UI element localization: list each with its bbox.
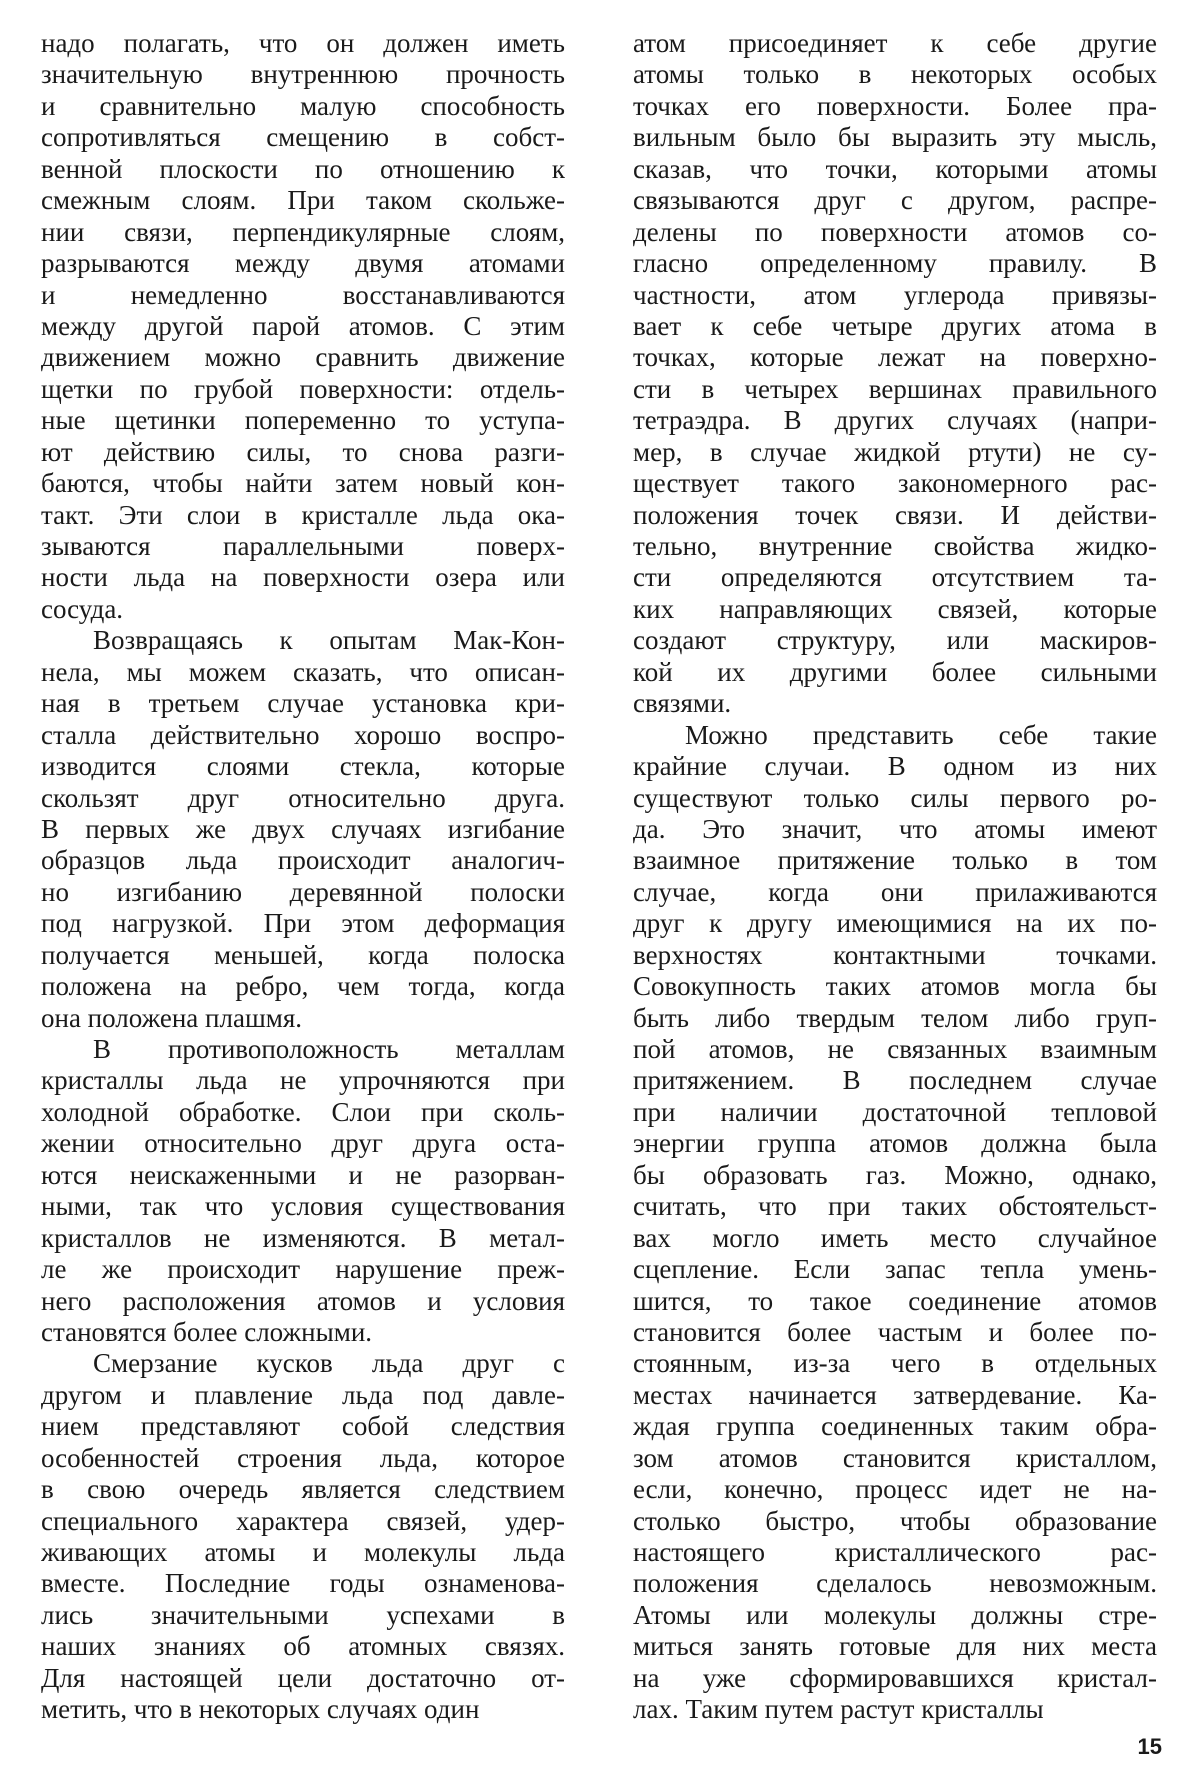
text-line: скользят друг относительно друга.: [41, 782, 565, 813]
text-line: точках, которые лежат на поверхно-: [633, 342, 1157, 373]
text-line: бы образовать газ. Можно, однако,: [633, 1159, 1157, 1190]
text-line: него расположения атомов и условия: [41, 1285, 565, 1316]
text-line: образцов льда происходит аналогич-: [41, 845, 565, 876]
text-line: ществует такого закономерного рас-: [633, 468, 1157, 499]
text-line: зом атомов становится кристаллом,: [633, 1442, 1157, 1473]
text-line: положения сделалось невозможным.: [633, 1568, 1157, 1599]
text-line: жении относительно друг друга оста-: [41, 1128, 565, 1159]
text-line: под нагрузкой. При этом деформация: [41, 908, 565, 939]
text-line: энергии группа атомов должна была: [633, 1128, 1157, 1159]
text-line: Для настоящей цели достаточно от-: [41, 1662, 565, 1693]
text-line: кой их другими более сильными: [633, 656, 1157, 687]
text-line: Совокупность таких атомов могла бы: [633, 971, 1157, 1002]
text-line: друг к другу имеющимися на их по-: [633, 908, 1157, 939]
text-line: нием представляют собой следствия: [41, 1411, 565, 1442]
text-line: другом и плавление льда под давле-: [41, 1379, 565, 1410]
text-line: настоящего кристаллического рас-: [633, 1537, 1157, 1567]
text-line: нела, мы можем сказать, что описан-: [41, 656, 565, 687]
text-line: значительную внутреннюю прочность: [41, 59, 565, 90]
text-line: взаимное притяжение только в том: [633, 845, 1157, 876]
text-line: получается меньшей, когда полоска: [41, 939, 565, 970]
text-line: но изгибанию деревянной полоски: [41, 876, 565, 907]
text-line: Атомы или молекулы должны стре-: [633, 1599, 1157, 1630]
text-line: связываются друг с другом, распре-: [633, 185, 1157, 216]
text-line: ле же происходит нарушение преж-: [41, 1254, 565, 1285]
text-line: крайние случаи. В одном из них: [633, 751, 1157, 782]
text-line: холодной обработке. Слои при сколь-: [41, 1096, 565, 1127]
text-line: в свою очередь является следствием: [41, 1474, 565, 1505]
text-line: лах. Таким путем растут кристаллы: [633, 1694, 1044, 1725]
text-line: живающих атомы и молекулы льда: [41, 1537, 565, 1567]
text-line: ких направляющих связей, которые: [633, 593, 1157, 624]
text-line: мер, в случае жидкой ртути) не су-: [633, 436, 1157, 467]
text-line: она положена плашмя.: [41, 1002, 302, 1033]
text-line: при наличии достаточной тепловой: [633, 1096, 1157, 1127]
text-line: и немедленно восстанавливаются: [41, 279, 565, 310]
text-line: считать, что при таких обстоятельст-: [633, 1191, 1157, 1222]
text-line: если, конечно, процесс идет не на-: [633, 1474, 1157, 1505]
text-line: столько быстро, чтобы образование: [633, 1505, 1157, 1536]
left-column: [41, 28, 565, 1726]
text-line: сопротивляться смещению в собст-: [41, 122, 565, 153]
text-line: баются, чтобы найти затем новый кон-: [41, 468, 565, 499]
text-line: движением можно сравнить движение: [41, 342, 565, 373]
text-line: специального характера связей, удер-: [41, 1505, 565, 1536]
text-line: особенностей строения льда, которое: [41, 1442, 565, 1473]
text-line: Возвращаясь к опытам Мак-Кон-: [93, 625, 565, 656]
text-line: ная в третьем случае установка кри-: [41, 688, 565, 719]
text-line: тельно, внутренние свойства жидко-: [633, 531, 1157, 561]
text-line: Можно представить себе такие: [685, 719, 1157, 750]
text-line: лись значительными успехами в: [41, 1599, 565, 1630]
text-line: ют действию силы, то снова разги-: [41, 436, 565, 467]
right-column: [633, 28, 1157, 1726]
text-line: делены по поверхности атомов со-: [633, 216, 1157, 247]
text-line: случае, когда они прилаживаются: [633, 876, 1157, 907]
text-line: сти в четырех вершинах правильного: [633, 373, 1157, 404]
text-line: положения точек связи. И действи-: [633, 499, 1157, 530]
text-line: положена на ребро, чем тогда, когда: [41, 971, 565, 1002]
text-line: точках его поверхности. Более пра-: [633, 90, 1157, 121]
text-line: такт. Эти слои в кристалле льда ока-: [41, 499, 565, 530]
page-number: 15: [1137, 1734, 1162, 1759]
text-line: между другой парой атомов. С этим: [41, 310, 565, 341]
text-line: становятся более сложными.: [41, 1316, 373, 1347]
text-line: шится, то такое соединение атомов: [633, 1285, 1157, 1316]
text-line: становится более частым и более по-: [633, 1316, 1157, 1347]
text-line: ждая группа соединенных таким обра-: [633, 1411, 1157, 1442]
text-line: сосуда.: [41, 593, 124, 624]
text-line: создают структуру, или маскиров-: [633, 625, 1157, 656]
text-line: стоянным, из-за чего в отдельных: [633, 1348, 1157, 1379]
text-line: надо полагать, что он должен иметь: [41, 28, 565, 58]
text-line: сталла действительно хорошо воспро-: [41, 719, 565, 750]
text-line: наших знаниях об атомных связях.: [41, 1631, 565, 1662]
text-line: ные щетинки попеременно то уступа-: [41, 405, 565, 436]
text-line: изводится слоями стекла, которые: [41, 751, 565, 782]
text-line: смежным слоям. При таком скольже-: [41, 185, 565, 216]
paragraph: [41, 625, 565, 1034]
text-line: вместе. Последние годы ознаменова-: [41, 1568, 565, 1599]
paragraph: [41, 28, 565, 625]
text-line: вильным было бы выразить эту мысль,: [633, 122, 1157, 153]
paragraph: [633, 720, 1157, 1726]
text-line: ными, так что условия существования: [41, 1191, 565, 1222]
text-line: В противоположность металлам: [93, 1034, 565, 1064]
text-line: гласно определенному правилу. В: [633, 248, 1157, 279]
text-line: кристаллов не изменяются. В метал-: [41, 1222, 565, 1253]
paragraph: [633, 28, 1157, 720]
text-line: щетки по грубой поверхности: отдель-: [41, 373, 565, 404]
text-line: В первых же двух случаях изгибание: [41, 813, 565, 844]
text-line: верхностях контактными точками.: [633, 939, 1157, 970]
text-line: сказав, что точки, которыми атомы: [633, 153, 1157, 184]
text-line: сцепление. Если запас тепла умень-: [633, 1254, 1157, 1285]
text-line: местах начинается затвердевание. Ка-: [633, 1379, 1157, 1410]
text-line: на уже сформировавшихся кристал-: [633, 1662, 1157, 1693]
text-line: притяжением. В последнем случае: [633, 1065, 1157, 1096]
text-line: Смерзание кусков льда друг с: [93, 1348, 565, 1379]
text-line: вах могло иметь место случайное: [633, 1222, 1157, 1253]
text-line: атом присоединяет к себе другие: [633, 28, 1157, 58]
text-line: атомы только в некоторых особых: [633, 59, 1157, 90]
text-line: сти определяются отсутствием та-: [633, 562, 1157, 593]
text-line: ются неискаженными и не разорван-: [41, 1159, 565, 1190]
text-line: вает к себе четыре других атома в: [633, 310, 1157, 341]
text-line: зываются параллельными поверх-: [41, 531, 565, 561]
text-line: существуют только силы первого ро-: [633, 782, 1157, 813]
text-line: кристаллы льда не упрочняются при: [41, 1065, 565, 1096]
text-line: пой атомов, не связанных взаимным: [633, 1034, 1157, 1064]
text-line: венной плоскости по отношению к: [41, 153, 565, 184]
text-line: да. Это значит, что атомы имеют: [633, 813, 1157, 844]
text-line: быть либо твердым телом либо груп-: [633, 1002, 1157, 1033]
text-line: связями.: [633, 688, 732, 719]
paragraph: [41, 1034, 565, 1348]
text-line: миться занять готовые для них места: [633, 1631, 1157, 1662]
text-line: ности льда на поверхности озера или: [41, 562, 565, 593]
text-line: нии связи, перпендикулярные слоям,: [41, 216, 565, 247]
text-line: разрываются между двумя атомами: [41, 248, 565, 279]
text-line: тетраэдра. В других случаях (напри-: [633, 405, 1157, 436]
text-line: и сравнительно малую способность: [41, 90, 565, 121]
text-line: метить, что в некоторых случаях один: [41, 1694, 480, 1725]
paragraph: [41, 1348, 565, 1725]
text-line: частности, атом углерода привязы-: [633, 279, 1157, 310]
